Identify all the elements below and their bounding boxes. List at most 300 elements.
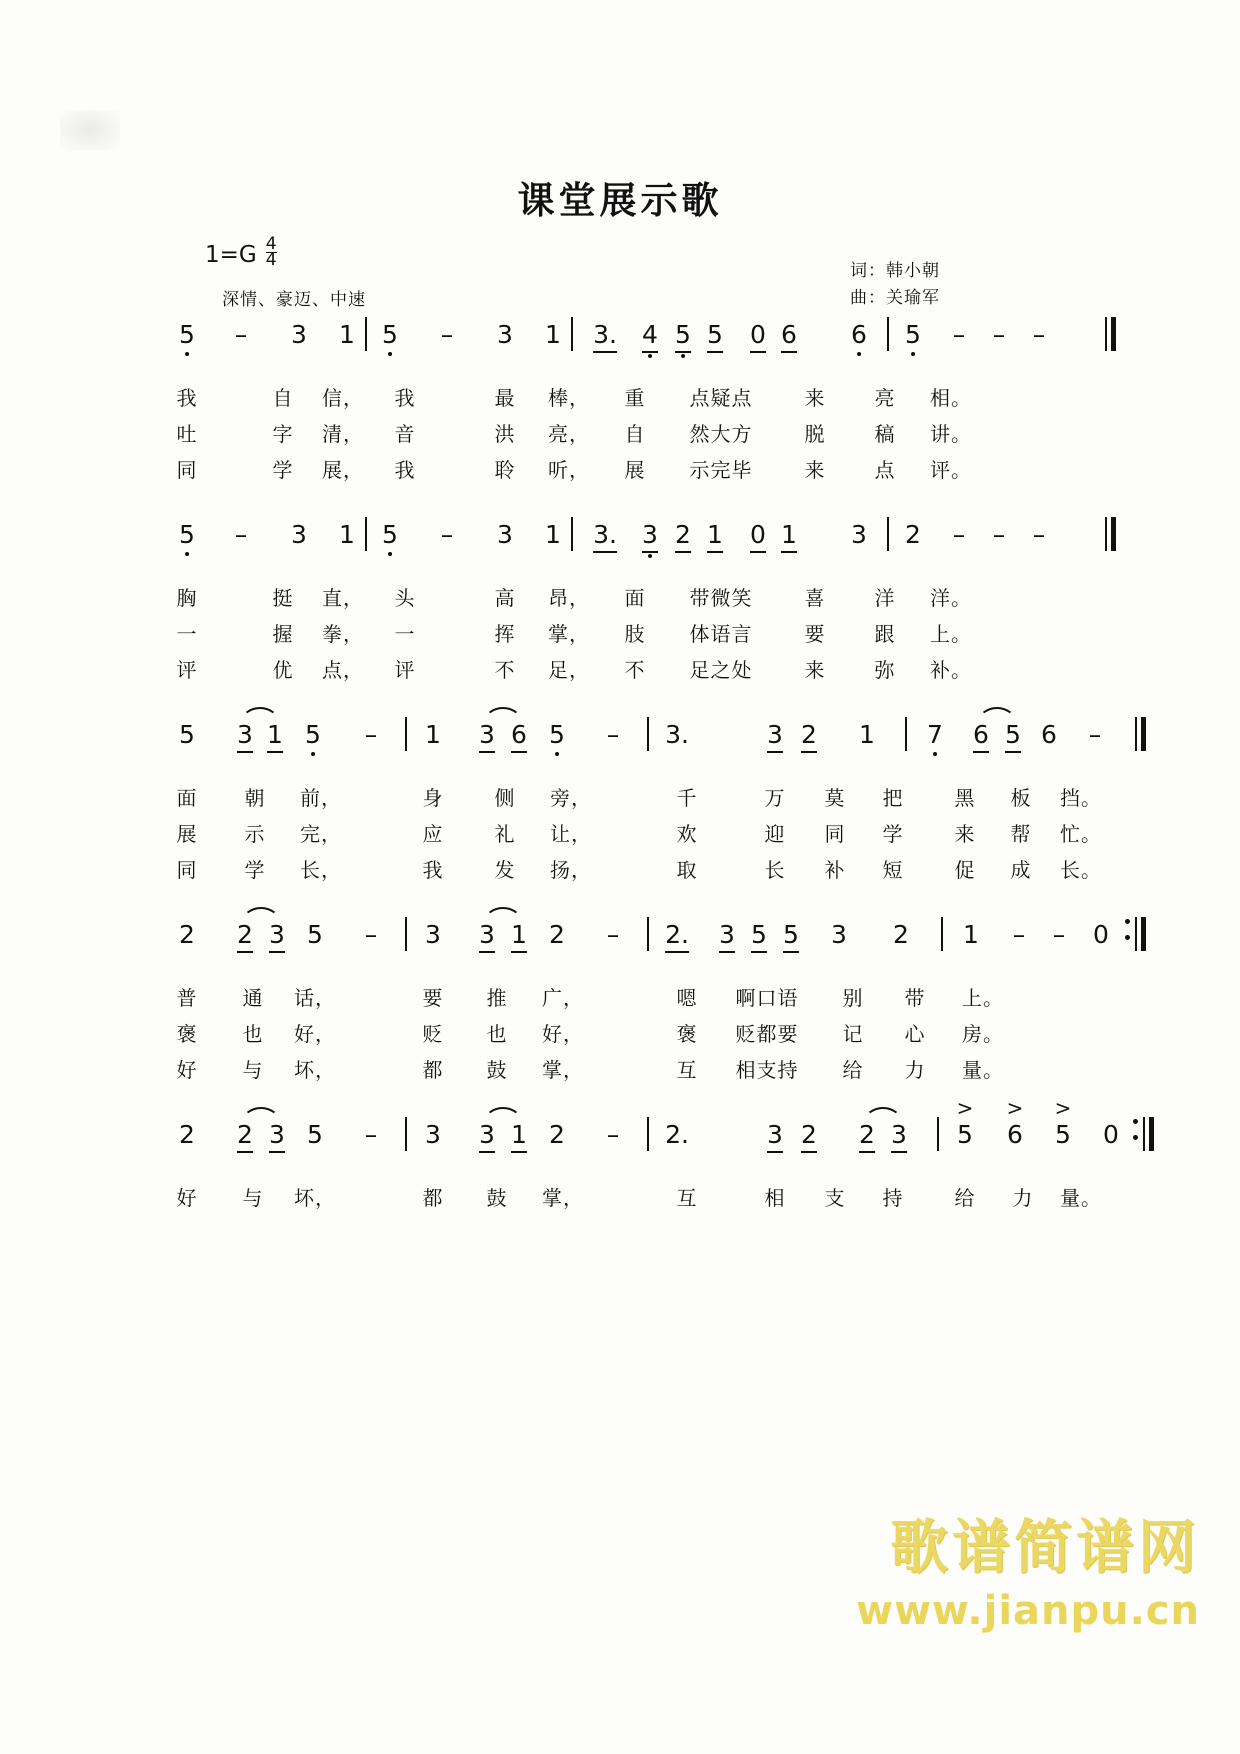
lyric-syllable: 不 [494, 658, 516, 682]
note [750, 520, 766, 553]
lyric-syllable: 坏， [294, 1186, 336, 1210]
lyric-syllable: 要 [804, 622, 826, 646]
note [953, 520, 966, 549]
lyric-syllable: 补。 [930, 658, 972, 682]
lyric-syllable: 让， [550, 822, 592, 846]
note [1006, 1096, 1024, 1149]
lyric-syllable: 讲。 [930, 422, 972, 446]
lyric-syllable: 吐 [176, 422, 198, 446]
note [1041, 720, 1057, 749]
note [1053, 920, 1066, 949]
note [893, 920, 909, 949]
lyric-syllable: 学 [272, 458, 294, 482]
lyric-syllable: 我 [422, 858, 444, 882]
lyric-syllable: 来 [804, 386, 826, 410]
time-signature-denominator: 4 [265, 250, 277, 270]
lyric-syllable: 相 [764, 1186, 786, 1210]
lyric-syllable: 示 [244, 822, 266, 846]
lyric-syllable: 迎 [764, 822, 786, 846]
lyric-syllable: 高 [494, 586, 516, 610]
note-glyph: 1 [707, 520, 723, 553]
note-glyph: 1 [511, 920, 527, 953]
note [235, 320, 248, 349]
note [831, 920, 847, 949]
lyric-syllable: 要 [422, 986, 444, 1010]
note [783, 920, 799, 953]
lyric-syllable: 掌， [542, 1058, 584, 1082]
music-system [175, 520, 1055, 690]
note-glyph: 5 [707, 320, 723, 353]
lyric-syllable: 亮， [548, 422, 590, 446]
lyric-syllable: 成 [1010, 858, 1032, 882]
note [593, 320, 617, 353]
note-glyph: 2 [905, 520, 921, 549]
note [497, 320, 513, 349]
note [291, 320, 307, 349]
lyric-syllable: 也 [242, 1022, 264, 1046]
note-row [175, 920, 1109, 966]
lyric-syllable: 力 [1012, 1186, 1034, 1210]
time-signature-numerator: 4 [265, 234, 277, 254]
lyric-syllable: 侧 [494, 786, 516, 810]
lyric-syllable: 忙。 [1060, 822, 1102, 846]
barline [365, 317, 367, 351]
note-glyph: – [952, 520, 966, 549]
lyric-syllable: 聆 [494, 458, 516, 482]
note [859, 1120, 875, 1153]
slur-tie [484, 707, 522, 722]
note-glyph: 5 [179, 320, 195, 349]
lyric-syllable: 同 [176, 858, 198, 882]
note [751, 920, 767, 953]
note-glyph: 1 [859, 720, 875, 749]
music-system [175, 320, 1055, 490]
lyric-syllable: 都 [422, 1186, 444, 1210]
note [365, 720, 378, 749]
note-glyph: 0 [1093, 920, 1109, 949]
note [365, 1120, 378, 1149]
lyric-syllable: 洋 [874, 586, 896, 610]
lyric-syllable: 帮 [1010, 822, 1032, 846]
lyric-syllable: 广， [542, 986, 584, 1010]
note-glyph: 3 [425, 1120, 441, 1149]
note [382, 520, 398, 549]
note-glyph: – [952, 320, 966, 349]
lyric-syllable: 展， [322, 458, 364, 482]
lyric-syllable: 褒 [676, 1022, 698, 1046]
note [365, 920, 378, 949]
barline [571, 517, 573, 551]
lyric-syllable: 体语言 [689, 622, 753, 646]
lyric-syllable: 学 [244, 858, 266, 882]
lyric-syllable: 长， [300, 858, 342, 882]
lyric-syllable: 记 [842, 1022, 864, 1046]
note [511, 920, 527, 953]
note [963, 920, 979, 949]
note [851, 320, 867, 349]
lyric-syllable: 短 [882, 858, 904, 882]
lyric-syllable: 互 [676, 1186, 698, 1210]
note-glyph: 1 [339, 320, 355, 349]
lyric-syllable: 身 [422, 786, 444, 810]
lyric-syllable: 足， [548, 658, 590, 682]
note [750, 320, 766, 353]
lyric-syllable: 头 [394, 586, 416, 610]
note-glyph: 1 [339, 520, 355, 549]
note-glyph: 3. [593, 320, 617, 353]
note [549, 920, 565, 949]
credits [850, 258, 940, 312]
note-glyph: 5 [382, 320, 398, 349]
slur-tie [864, 1107, 902, 1122]
note-glyph: 1 [545, 320, 561, 349]
note-glyph: 5 [957, 1120, 973, 1149]
note [1054, 1096, 1072, 1149]
lyric-syllable: 亮 [874, 386, 896, 410]
barline [647, 717, 649, 751]
note [1033, 320, 1046, 349]
lyric-syllable: 莫 [824, 786, 846, 810]
note [267, 720, 283, 753]
note-glyph: 3 [851, 520, 867, 549]
note-glyph: 3 [497, 520, 513, 549]
lyric-syllable: 扬， [550, 858, 592, 882]
barline [887, 317, 889, 351]
note [801, 1120, 817, 1153]
note-glyph: 6 [851, 320, 867, 349]
note-glyph: 6 [973, 720, 989, 753]
lyric-syllable: 同 [824, 822, 846, 846]
note [1005, 720, 1021, 753]
note [545, 520, 561, 549]
note-glyph: 2 [859, 1120, 875, 1153]
barline [887, 517, 889, 551]
note-glyph: 2 [549, 920, 565, 949]
note [179, 520, 195, 549]
note [425, 920, 441, 949]
note-glyph: – [1032, 520, 1046, 549]
note-row [175, 720, 1102, 766]
note [1093, 920, 1109, 949]
note [607, 720, 620, 749]
lyric-syllable: 千 [676, 786, 698, 810]
scan-artifact [60, 110, 120, 150]
barline [647, 1117, 649, 1151]
note [859, 720, 875, 749]
note [179, 320, 195, 349]
lyric-syllable: 嗯 [676, 986, 698, 1010]
lyric-syllable: 普 [176, 986, 198, 1010]
note-glyph: 1 [963, 920, 979, 949]
lyric-line [175, 1054, 1055, 1090]
lyric-syllable: 欢 [676, 822, 698, 846]
note [511, 1120, 527, 1153]
lyric-syllable: 优 [272, 658, 294, 682]
lyric-syllable: 音 [394, 422, 416, 446]
lyric-syllable: 房。 [962, 1022, 1004, 1046]
lyric-syllable: 学 [882, 822, 904, 846]
note [237, 720, 253, 753]
note-glyph: 2 [237, 1120, 253, 1153]
lyric-syllable: 挡。 [1060, 786, 1102, 810]
note [545, 320, 561, 349]
lyric-syllable: 掌， [548, 622, 590, 646]
lyric-syllable: 展 [176, 822, 198, 846]
lyric-syllable: 量。 [962, 1058, 1004, 1082]
note [953, 320, 966, 349]
note-glyph: 2. [665, 920, 689, 953]
lyric-syllable: 直， [322, 586, 364, 610]
note [1089, 720, 1102, 749]
lyric-syllable: 互 [676, 1058, 698, 1082]
note [993, 320, 1006, 349]
note-glyph: 2 [179, 1120, 195, 1149]
note [425, 720, 441, 749]
lyric-syllable: 展 [624, 458, 646, 482]
lyric-syllable: 来 [954, 822, 976, 846]
barline [571, 317, 573, 351]
note-glyph: 3. [665, 720, 689, 749]
repeat-dots [1133, 1119, 1138, 1151]
lyric-syllable: 黑 [954, 786, 976, 810]
note [549, 720, 565, 749]
note [593, 520, 617, 553]
note-glyph: 0 [750, 320, 766, 353]
lyric-line [175, 418, 1055, 454]
note-glyph: – [1052, 920, 1066, 949]
note [497, 520, 513, 549]
lyric-syllable: 听， [548, 458, 590, 482]
note [179, 920, 195, 949]
note [235, 520, 248, 549]
lyric-syllable: 来 [804, 458, 826, 482]
note-glyph: 5 [307, 920, 323, 949]
lyric-syllable: 把 [882, 786, 904, 810]
lyric-syllable: 足之处 [689, 658, 753, 682]
key-signature-text: 1=G [205, 242, 257, 268]
note-glyph: – [606, 720, 620, 749]
barline [905, 717, 907, 751]
note [511, 720, 527, 753]
lyric-syllable: 清， [322, 422, 364, 446]
lyric-syllable: 挺 [272, 586, 294, 610]
lyric-syllable: 一 [176, 622, 198, 646]
note-glyph: 1 [545, 520, 561, 549]
lyric-syllable: 相。 [930, 386, 972, 410]
note [973, 720, 989, 753]
lyric-syllable: 评 [176, 658, 198, 682]
lyric-syllable: 点， [322, 658, 364, 682]
note [269, 920, 285, 953]
time-signature [265, 234, 277, 270]
note-glyph: 3 [642, 520, 658, 553]
note-glyph: – [606, 920, 620, 949]
lyric-syllable: 点 [874, 458, 896, 482]
lyric-syllable: 稿 [874, 422, 896, 446]
note-row [175, 520, 1055, 566]
note [479, 720, 495, 753]
note [1103, 1120, 1119, 1149]
lyric-syllable: 脱 [804, 422, 826, 446]
note-glyph: 5 [305, 720, 321, 749]
lyric-syllable: 挥 [494, 622, 516, 646]
lyric-syllable: 前， [300, 786, 342, 810]
note [781, 320, 797, 353]
lyric-line [175, 1182, 1102, 1218]
lyric-syllable: 支 [824, 1186, 846, 1210]
lyric-syllable: 推 [486, 986, 508, 1010]
note-glyph: 1 [425, 720, 441, 749]
note [479, 920, 495, 953]
note [905, 520, 921, 549]
note-glyph: – [440, 520, 454, 549]
lyric-syllable: 板 [1010, 786, 1032, 810]
note [851, 520, 867, 549]
note-glyph: 3 [479, 1120, 495, 1153]
barline [405, 717, 407, 751]
lyric-syllable: 相支持 [735, 1058, 799, 1082]
lyric-syllable: 面 [624, 586, 646, 610]
lyric-line [175, 854, 1102, 890]
note [767, 720, 783, 753]
slur-tie [484, 907, 522, 922]
lyric-syllable: 促 [954, 858, 976, 882]
slur-tie [978, 707, 1016, 722]
note-glyph: 7 [927, 720, 943, 749]
note [719, 920, 735, 953]
lyric-syllable: 不 [624, 658, 646, 682]
lyric-syllable: 洪 [494, 422, 516, 446]
note [339, 520, 355, 549]
note [707, 320, 723, 353]
lyric-syllable: 上。 [962, 986, 1004, 1010]
note-glyph: – [234, 320, 248, 349]
accent-mark: > [1006, 1096, 1024, 1120]
lyric-syllable: 喜 [804, 586, 826, 610]
lyric-syllable: 示完毕 [689, 458, 753, 482]
lyric-syllable: 胸 [176, 586, 198, 610]
note [307, 1120, 323, 1149]
lyric-syllable: 我 [176, 386, 198, 410]
lyric-syllable: 握 [272, 622, 294, 646]
lyric-syllable: 好 [176, 1186, 198, 1210]
watermark-chinese: 歌谱简谱网 [889, 1513, 1200, 1581]
barline [937, 1117, 939, 1151]
note-glyph: 3 [425, 920, 441, 949]
note [642, 320, 658, 353]
note [339, 320, 355, 349]
note [905, 320, 921, 349]
note-glyph: 4 [642, 320, 658, 353]
lyric-syllable: 自 [272, 386, 294, 410]
note-glyph: – [1032, 320, 1046, 349]
lyric-syllable: 也 [486, 1022, 508, 1046]
lyric-syllable: 最 [494, 386, 516, 410]
note-glyph: 5 [307, 1120, 323, 1149]
lyric-syllable: 通 [242, 986, 264, 1010]
slur-tie [242, 907, 280, 922]
lyric-syllable: 字 [272, 422, 294, 446]
lyric-syllable: 面 [176, 786, 198, 810]
lyric-syllable: 我 [394, 458, 416, 482]
note-glyph: 1 [511, 1120, 527, 1153]
note-glyph: – [234, 520, 248, 549]
lyric-syllable: 然大方 [689, 422, 753, 446]
note-glyph: – [1088, 720, 1102, 749]
note-glyph: 5 [751, 920, 767, 953]
note [269, 1120, 285, 1153]
lyricist-credit: 词：韩小朝 [850, 261, 940, 281]
lyric-syllable: 点疑点 [689, 386, 753, 410]
note-glyph: – [992, 520, 1006, 549]
lyric-syllable: 洋。 [930, 586, 972, 610]
note-glyph: 3 [767, 720, 783, 753]
note-glyph: 2 [549, 1120, 565, 1149]
note-glyph: 3 [767, 1120, 783, 1153]
note [665, 720, 689, 749]
lyric-syllable: 跟 [874, 622, 896, 646]
note [179, 720, 195, 749]
music-system [175, 720, 1102, 890]
note-row [175, 1096, 1119, 1166]
note-glyph: 5 [783, 920, 799, 953]
slur-tie [484, 1107, 522, 1122]
lyric-line [175, 782, 1102, 818]
lyric-syllable: 我 [394, 386, 416, 410]
note-glyph: 6 [781, 320, 797, 353]
note-glyph: – [364, 920, 378, 949]
note [179, 1120, 195, 1149]
note [956, 1096, 974, 1149]
note [665, 920, 689, 953]
lyric-syllable: 持 [882, 1186, 904, 1210]
lyric-syllable: 鼓 [486, 1058, 508, 1082]
lyric-syllable: 贬都要 [735, 1022, 799, 1046]
lyric-syllable: 与 [242, 1058, 264, 1082]
lyric-syllable: 同 [176, 458, 198, 482]
lyric-line [175, 818, 1102, 854]
lyric-syllable: 弥 [874, 658, 896, 682]
lyric-syllable: 棒， [548, 386, 590, 410]
note-glyph: – [364, 720, 378, 749]
barline [647, 917, 649, 951]
music-system [175, 1096, 1119, 1218]
note-glyph: 3 [269, 920, 285, 953]
lyric-syllable: 礼 [494, 822, 516, 846]
note [607, 1120, 620, 1149]
lyric-syllable: 拳， [322, 622, 364, 646]
lyric-syllable: 给 [842, 1058, 864, 1082]
lyric-syllable: 褒 [176, 1022, 198, 1046]
note-glyph: 5 [1005, 720, 1021, 753]
note [891, 1120, 907, 1153]
note-glyph: 3 [831, 920, 847, 949]
lyric-line [175, 618, 1055, 654]
lyric-syllable: 评。 [930, 458, 972, 482]
note [801, 720, 817, 753]
lyric-syllable: 量。 [1060, 1186, 1102, 1210]
lyric-syllable: 带微笑 [689, 586, 753, 610]
lyric-syllable: 万 [764, 786, 786, 810]
lyric-line [175, 454, 1055, 490]
note-glyph: – [364, 1120, 378, 1149]
lyric-syllable: 话， [294, 986, 336, 1010]
lyric-syllable: 肢 [624, 622, 646, 646]
note [441, 520, 454, 549]
note [767, 1120, 783, 1153]
note-glyph: 3 [479, 920, 495, 953]
note [1013, 920, 1026, 949]
